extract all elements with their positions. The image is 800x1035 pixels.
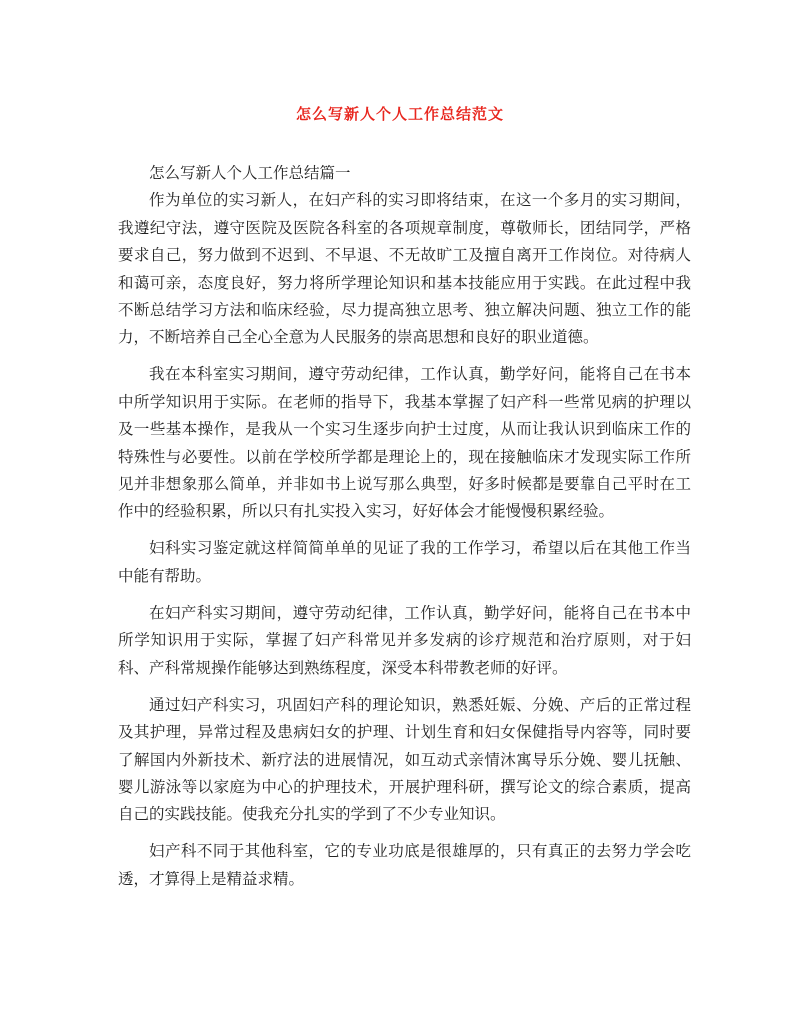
document-body <box>118 160 691 903</box>
paragraph: 妇产科不同于其他科室，它的专业功底是很雄厚的，只有真正的去努力学会吃透，才算得上是精益求精。 <box>118 842 691 888</box>
paragraph: 作为单位的实习新人，在妇产科的实习即将结束，在这一个多月的实习期间，我遵纪守法，遵守医院及医院各科室的各项规章制度，尊敬师长，团结同学，严格要求自己，努力做到不迟到、不早退、不无故旷工及擅自离开工作岗位。对待病人和蔼可亲，态度良好，努力将所学理论知识和基本技能应用于实践。在此过程中我不断总结学习方法和临床经验，尽力提高独立思考、独立解决问题、独立工作的能力，不断培养自己全心全意为人民服务的崇高思想和良好的职业道德。 <box>118 191 691 347</box>
document-title: 怎么写新人个人工作总结范文 <box>295 105 504 123</box>
paragraph: 妇科实习鉴定就这样简简单单的见证了我的工作学习，希望以后在其他工作当中能有帮助。 <box>118 539 691 585</box>
paragraph: 我在本科室实习期间，遵守劳动纪律，工作认真，勤学好问，能将自己在书本中所学知识用于实际。在老师的指导下，我基本掌握了妇产科一些常见病的护理以及一些基本操作，是我从一个实习生逐步向护士过度，从而让我认识到临床工作的特殊性与必要性。以前在学校所学都是理论上的，现在接触临床才发现实际工作所见并非想象那么简单，并非如书上说写那么典型，好多时候都是要靠自己平时在工作中的经验积累，所以只有扎实投入实习，好好体会才能慢慢积累经验。 <box>118 365 691 521</box>
paragraph: 通过妇产科实习，巩固妇产科的理论知识，熟悉妊娠、分娩、产后的正常过程及其护理，异常过程及患病妇女的护理、计划生育和妇女保健指导内容等，同时要了解国内外新技术、新疗法的进展情况，如互动式亲情沐寓导乐分娩、婴儿抚触、婴儿游泳等以家庭为中心的护理技术，开展护理科研，撰写论文的综合素质，提高自己的实践技能。使我充分扎实的学到了不少专业知识。 <box>118 695 691 824</box>
paragraph: 在妇产科实习期间，遵守劳动纪律，工作认真，勤学好问，能将自己在书本中所学知识用于实际，掌握了妇产科常见并多发病的诊疗规范和治疗原则，对于妇科、产科常规操作能够达到熟练程度，深受本科带教老师的好评。 <box>118 603 691 677</box>
section-heading: 怎么写新人个人工作总结篇一 <box>149 164 351 182</box>
